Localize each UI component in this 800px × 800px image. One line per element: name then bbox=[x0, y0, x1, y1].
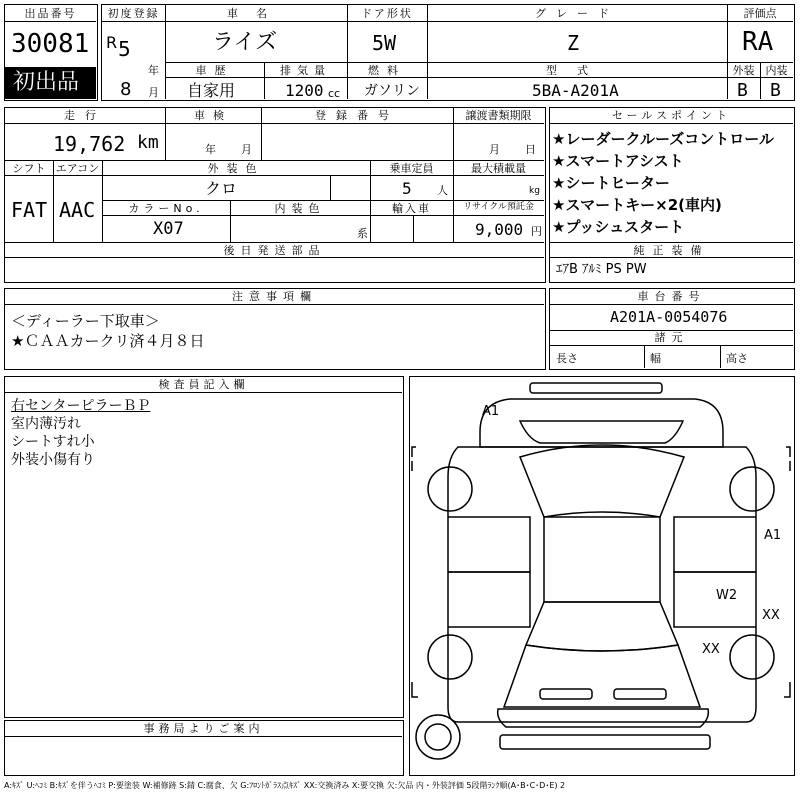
displacement-label: 排気量 bbox=[280, 64, 331, 77]
later-parts-label: 後日発送部品 bbox=[223, 244, 326, 257]
inspector-note-line: 室内薄汚れ bbox=[11, 416, 81, 432]
color-no-label: カラーNo. bbox=[128, 202, 204, 215]
year-unit: 年 bbox=[148, 64, 159, 77]
chassis-number: A201A-0054076 bbox=[610, 308, 728, 326]
sales-points-box bbox=[549, 107, 795, 283]
ac-label: エアコン bbox=[55, 162, 100, 175]
displacement-unit: cc bbox=[328, 87, 341, 100]
recycle-value: 9,000 bbox=[475, 220, 524, 239]
door-type: 5W bbox=[372, 31, 397, 55]
inspection-label: 車検 bbox=[194, 109, 232, 122]
recycle-unit: 円 bbox=[531, 225, 542, 238]
displacement-value: 1200 bbox=[285, 81, 324, 100]
fuel-label: 燃料 bbox=[368, 64, 406, 77]
note-line: ★ＣＡＡカークリ済４月８日 bbox=[11, 332, 205, 350]
model-label: 型式 bbox=[546, 64, 608, 77]
chassis-box bbox=[549, 288, 795, 370]
dimensions-label: 諸元 bbox=[654, 331, 689, 344]
note-line: ＜ディーラー下取車＞ bbox=[11, 312, 160, 330]
model-value: 5BA-A201A bbox=[532, 81, 619, 100]
inspection-year-unit: 年 bbox=[205, 143, 216, 156]
car-diagram-box bbox=[409, 376, 795, 776]
sales-point-item: ★レーダークルーズコントロール bbox=[552, 130, 774, 148]
capacity-unit: 人 bbox=[437, 184, 448, 197]
damage-mark-rear: XX bbox=[702, 642, 720, 657]
registration-month: 8 bbox=[120, 79, 132, 100]
door-label: ドア形状 bbox=[361, 7, 413, 20]
transfer-label: 譲渡書類期限 bbox=[465, 109, 532, 122]
exterior-label: 外装 bbox=[732, 64, 755, 77]
mileage-value: 19,762 bbox=[53, 132, 126, 156]
score-value: RA bbox=[742, 27, 774, 57]
plate-label: 登録番号 bbox=[315, 109, 399, 122]
lot-box bbox=[4, 4, 98, 101]
transfer-day-unit: 日 bbox=[525, 143, 536, 156]
car-diagram bbox=[410, 377, 793, 774]
registration-year: 5 bbox=[118, 37, 131, 61]
equipment-value: ｴｱB ｱﾙﾐ PS PW bbox=[556, 262, 647, 277]
first-listing-label: 初出品 bbox=[13, 70, 80, 95]
equipment-label: 純正装備 bbox=[633, 244, 710, 257]
load-unit: kg bbox=[529, 186, 540, 196]
import-label: 輸入車 bbox=[392, 202, 431, 215]
car-name-label: 車名 bbox=[227, 7, 285, 20]
inspector-label: 検査員記入欄 bbox=[158, 378, 249, 391]
lot-label: 出品番号 bbox=[24, 7, 77, 20]
car-name: ライズ bbox=[212, 30, 278, 55]
width-label: 幅 bbox=[650, 352, 661, 365]
exterior-grade: B bbox=[737, 80, 748, 101]
shift-value: FAT bbox=[11, 198, 48, 222]
inspection-month-unit: 月 bbox=[241, 143, 252, 156]
capacity-label: 乗車定員 bbox=[389, 162, 434, 175]
sales-points-list bbox=[552, 128, 792, 238]
header-box bbox=[101, 4, 795, 101]
office-label: 事務局よりご案内 bbox=[143, 722, 264, 735]
notes-list bbox=[11, 311, 204, 351]
history-value: 自家用 bbox=[187, 81, 236, 100]
registration-label: 初度登録 bbox=[107, 7, 160, 20]
interior-color-unit: 系 bbox=[357, 227, 368, 240]
grade-label: グレード bbox=[535, 7, 619, 20]
interior-color-label: 内装色 bbox=[274, 202, 326, 215]
score-label: 評価点 bbox=[743, 7, 777, 20]
color-label: 外装色 bbox=[207, 162, 265, 175]
length-label: 長さ bbox=[556, 352, 578, 365]
capacity-value: 5 bbox=[402, 179, 412, 198]
load-label: 最大積載量 bbox=[471, 162, 526, 175]
sales-point-item: ★シートヒーター bbox=[552, 174, 670, 192]
damage-mark-right-rear-door: W2 bbox=[716, 588, 738, 603]
era-label: R bbox=[106, 33, 118, 52]
mileage-label: 走行 bbox=[64, 109, 106, 122]
grade-value: Z bbox=[567, 31, 580, 55]
mileage-unit: km bbox=[137, 132, 159, 153]
recycle-label: リサイクル預託金 bbox=[463, 202, 534, 212]
damage-mark-front: A1 bbox=[482, 404, 500, 419]
notes-label: 注意事項欄 bbox=[232, 290, 317, 303]
inspector-note-line: シートすれ小 bbox=[11, 434, 95, 450]
shift-label: シフト bbox=[12, 162, 46, 175]
ac-value: AAC bbox=[59, 198, 96, 222]
sales-point-item: ★プッシュスタート bbox=[552, 218, 685, 236]
damage-mark-right-front: A1 bbox=[764, 528, 782, 543]
color-no-value: X07 bbox=[153, 219, 184, 239]
inspector-note-line: 外装小傷有り bbox=[11, 452, 95, 468]
inspector-notes bbox=[11, 397, 150, 469]
interior-grade: B bbox=[770, 80, 781, 101]
sales-point-item: ★スマートキー×2(車内) bbox=[552, 196, 722, 214]
transfer-month-unit: 月 bbox=[489, 143, 500, 156]
sales-point-item: ★スマートアシスト bbox=[552, 152, 684, 170]
inspector-box bbox=[4, 376, 404, 718]
color-value: クロ bbox=[205, 179, 238, 198]
fuel-value: ガソリン bbox=[364, 83, 420, 99]
office-box bbox=[4, 720, 404, 776]
specs-box bbox=[4, 107, 546, 283]
sales-points-label: セールスポイント bbox=[611, 109, 731, 122]
month-unit: 月 bbox=[148, 86, 159, 99]
inspector-note-line: 右センターピラーＢＰ bbox=[11, 398, 151, 414]
interior-label: 内装 bbox=[765, 64, 788, 77]
chassis-label: 車台番号 bbox=[637, 290, 706, 303]
lot-number: 30081 bbox=[11, 29, 90, 59]
legend: A:ｷｽﾞ U:ﾍｺﾐ B:ｷｽﾞを伴うﾍｺﾐ P:要塗装 W:補修跡 S:錆 C:腐食、欠 G:ﾌﾛﾝﾄｶﾞﾗｽ点ｷｽﾞ XX:交換済み X:要交換 欠:欠品 内・外装評価 5段階ﾗﾝｸ順(A･B･C･D･E) 2 bbox=[4, 781, 566, 790]
history-label: 車歴 bbox=[195, 64, 234, 77]
damage-mark-right-quarter: XX bbox=[762, 608, 780, 623]
height-label: 高さ bbox=[726, 352, 748, 365]
notes-box bbox=[4, 288, 546, 370]
